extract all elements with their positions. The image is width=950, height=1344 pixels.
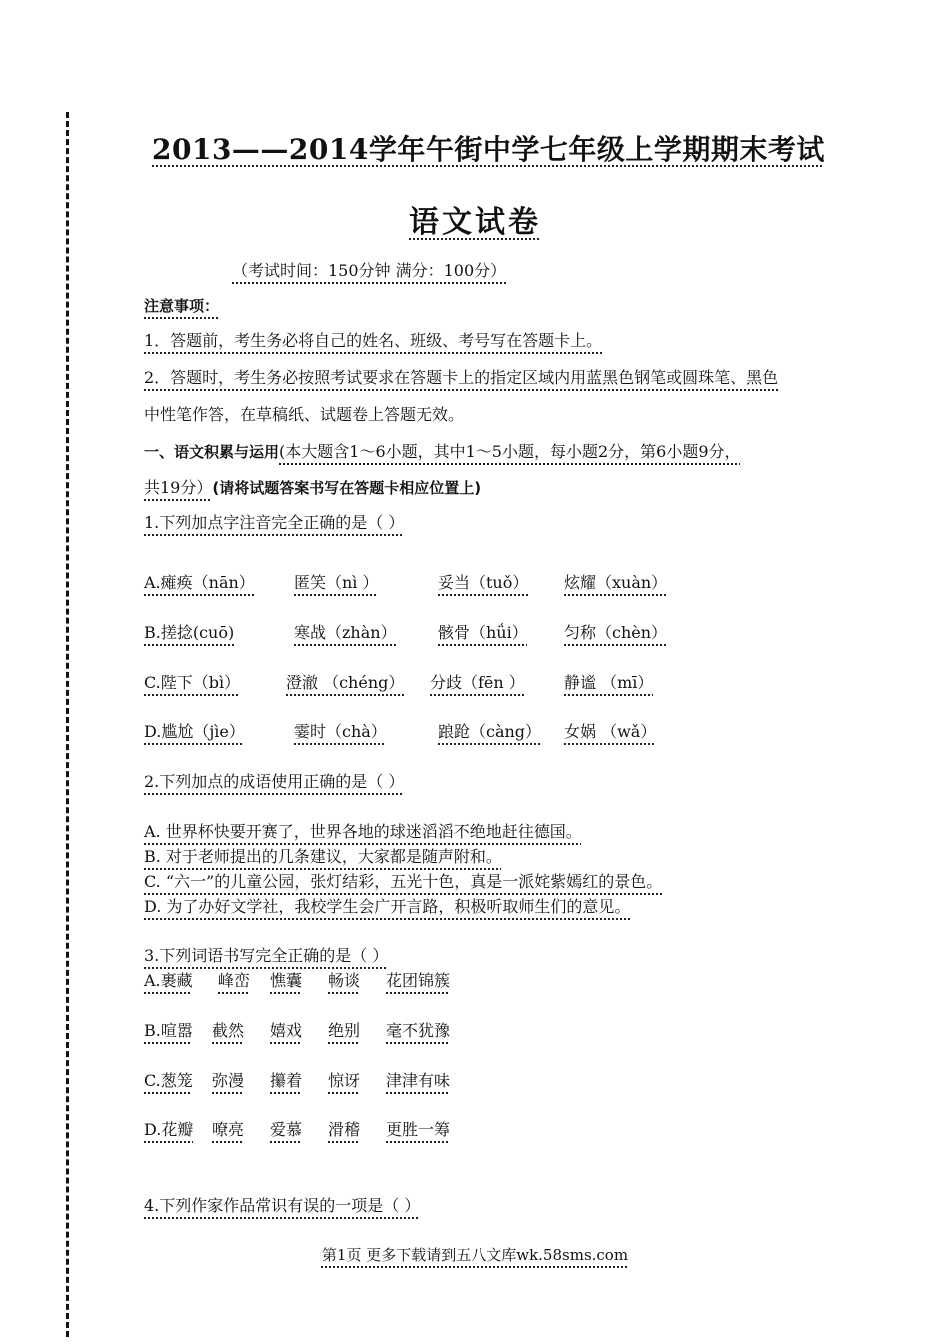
q3-word: 截然: [212, 1021, 245, 1040]
section1-heading: 一、语文积累与运用: [144, 443, 280, 461]
q3-stem-text: 3.下列词语书写完全正确的是（ ）: [144, 946, 389, 965]
footer-text: 第1页 更多下载请到五八文库wk.58sms.com: [321, 1246, 629, 1264]
page-footer: [0, 1244, 950, 1265]
q4-stem-text: 4.下列作家作品常识有误的一项是（ ）: [144, 1196, 421, 1215]
q1-option: 澄澈 （chéng）: [286, 673, 405, 692]
q1-option: C.陛下（bì）: [144, 673, 241, 692]
q1-option: A.瘫痪（nān）: [144, 573, 255, 592]
q2-option-a-text: A. 世界杯快要开赛了，世界各地的球迷滔滔不绝地赶往德国。: [144, 822, 582, 841]
notice-heading: [144, 295, 219, 316]
section1-header: [144, 439, 741, 462]
exam-subtitle: [0, 197, 950, 241]
exam-info: [232, 258, 506, 281]
q3-word: D.花瓣: [144, 1120, 194, 1139]
q2-option-b-text: B. 对于老师提出的几条建议，大家都是随声附和。: [144, 847, 502, 866]
q3-word: 花团锦簇: [386, 971, 451, 990]
q3-word: C.葱笼: [144, 1071, 193, 1090]
section1-desc: (本大题含1～6小题，其中1～5小题，每小题2分，第6小题9分，: [279, 442, 741, 461]
notice-item-2: [144, 365, 778, 388]
q3-word: A.裹藏: [144, 971, 193, 990]
q3-word: 津津有味: [386, 1071, 451, 1090]
q3-word: 畅谈: [328, 971, 361, 990]
q1-option: 炫耀（xuàn）: [564, 573, 668, 592]
subtitle-text: 语文试卷: [409, 205, 541, 240]
q3-stem: [144, 943, 388, 966]
q2-stem: [144, 769, 404, 792]
q2-option-c: [144, 869, 662, 892]
q1-option: 女娲 （wǎ）: [564, 722, 657, 741]
q2-option-d: [144, 894, 630, 917]
q1-stem-text: 1.下列加点字注音完全正确的是（ ）: [144, 513, 405, 532]
q3-word: 更胜一筹: [386, 1120, 451, 1139]
q4-stem: [144, 1193, 420, 1216]
q1-option: D.尴尬（jìe）: [144, 722, 245, 741]
q3-word: 爱慕: [270, 1120, 303, 1139]
exam-info-text: （考试时间：150分钟 满分：100分）: [232, 261, 507, 280]
q3-word: 峰峦: [218, 971, 251, 990]
exam-title: 2013——2014学年午街中学七年级上学期期末考试: [152, 133, 825, 166]
q2-option-c-text: C. “六一”的儿童公园，张灯结彩，五光十色，真是一派姹紫嫣红的景色。: [144, 872, 663, 891]
q1-option: 妥当（tuǒ）: [438, 573, 529, 592]
q3-word: B.喧嚣: [144, 1021, 193, 1040]
q2-option-a: [144, 819, 582, 842]
q3-word: 攥着: [270, 1071, 303, 1090]
q3-word: 嬉戏: [270, 1021, 303, 1040]
q2-option-b: [144, 844, 502, 867]
q1-option: 匀称（chèn）: [564, 623, 668, 642]
q1-option: 霎时（chà）: [294, 722, 387, 741]
section1-header-cont: [144, 475, 481, 498]
section1-instruction: (请将试题答案书写在答题卡相应位置上): [212, 479, 482, 497]
section1-desc-cont: 共19分）: [144, 478, 213, 497]
q1-option: B.搓捻(cuō): [144, 623, 235, 642]
q3-word: 惊讶: [328, 1071, 361, 1090]
q1-option: 匿笑（nì ）: [294, 573, 379, 592]
q2-option-d-text: D. 为了办好文学社，我校学生会广开言路，积极听取师生们的意见。: [144, 897, 631, 916]
notice-item-1-text: 1．答题前，考生务必将自己的姓名、班级、考号写在答题卡上。: [144, 331, 603, 350]
q1-stem: [144, 510, 404, 533]
q2-stem-text: 2.下列加点的成语使用正确的是（ ）: [144, 772, 405, 791]
q1-option: 分歧（fēn ）: [430, 673, 525, 692]
notice-item-1: [144, 328, 602, 351]
q1-option: 骸骨（hǘi）: [438, 623, 528, 642]
q3-word: 嘹亮: [212, 1120, 245, 1139]
q3-word: 憔囊: [270, 971, 303, 990]
q1-option: 踉跄（càng）: [438, 722, 542, 741]
q3-word: 滑稽: [328, 1120, 361, 1139]
binding-dashed-line: [66, 112, 69, 1337]
notice-heading-text: 注意事项：: [144, 297, 220, 315]
q1-option: 寒战（zhàn）: [294, 623, 397, 642]
notice-item-2-text: 2．答题时，考生务必按照考试要求在答题卡上的指定区域内用蓝黑色钢笔或圆珠笔、黑色: [144, 368, 779, 387]
q3-word: 毫不犹豫: [386, 1021, 451, 1040]
notice-item-2-cont: 中性笔作答，在草稿纸、试题卷上答题无效。: [144, 405, 465, 424]
q3-word: 弥漫: [212, 1071, 245, 1090]
q1-option: 静谧 （mī）: [564, 673, 654, 692]
q3-word: 绝别: [328, 1021, 361, 1040]
